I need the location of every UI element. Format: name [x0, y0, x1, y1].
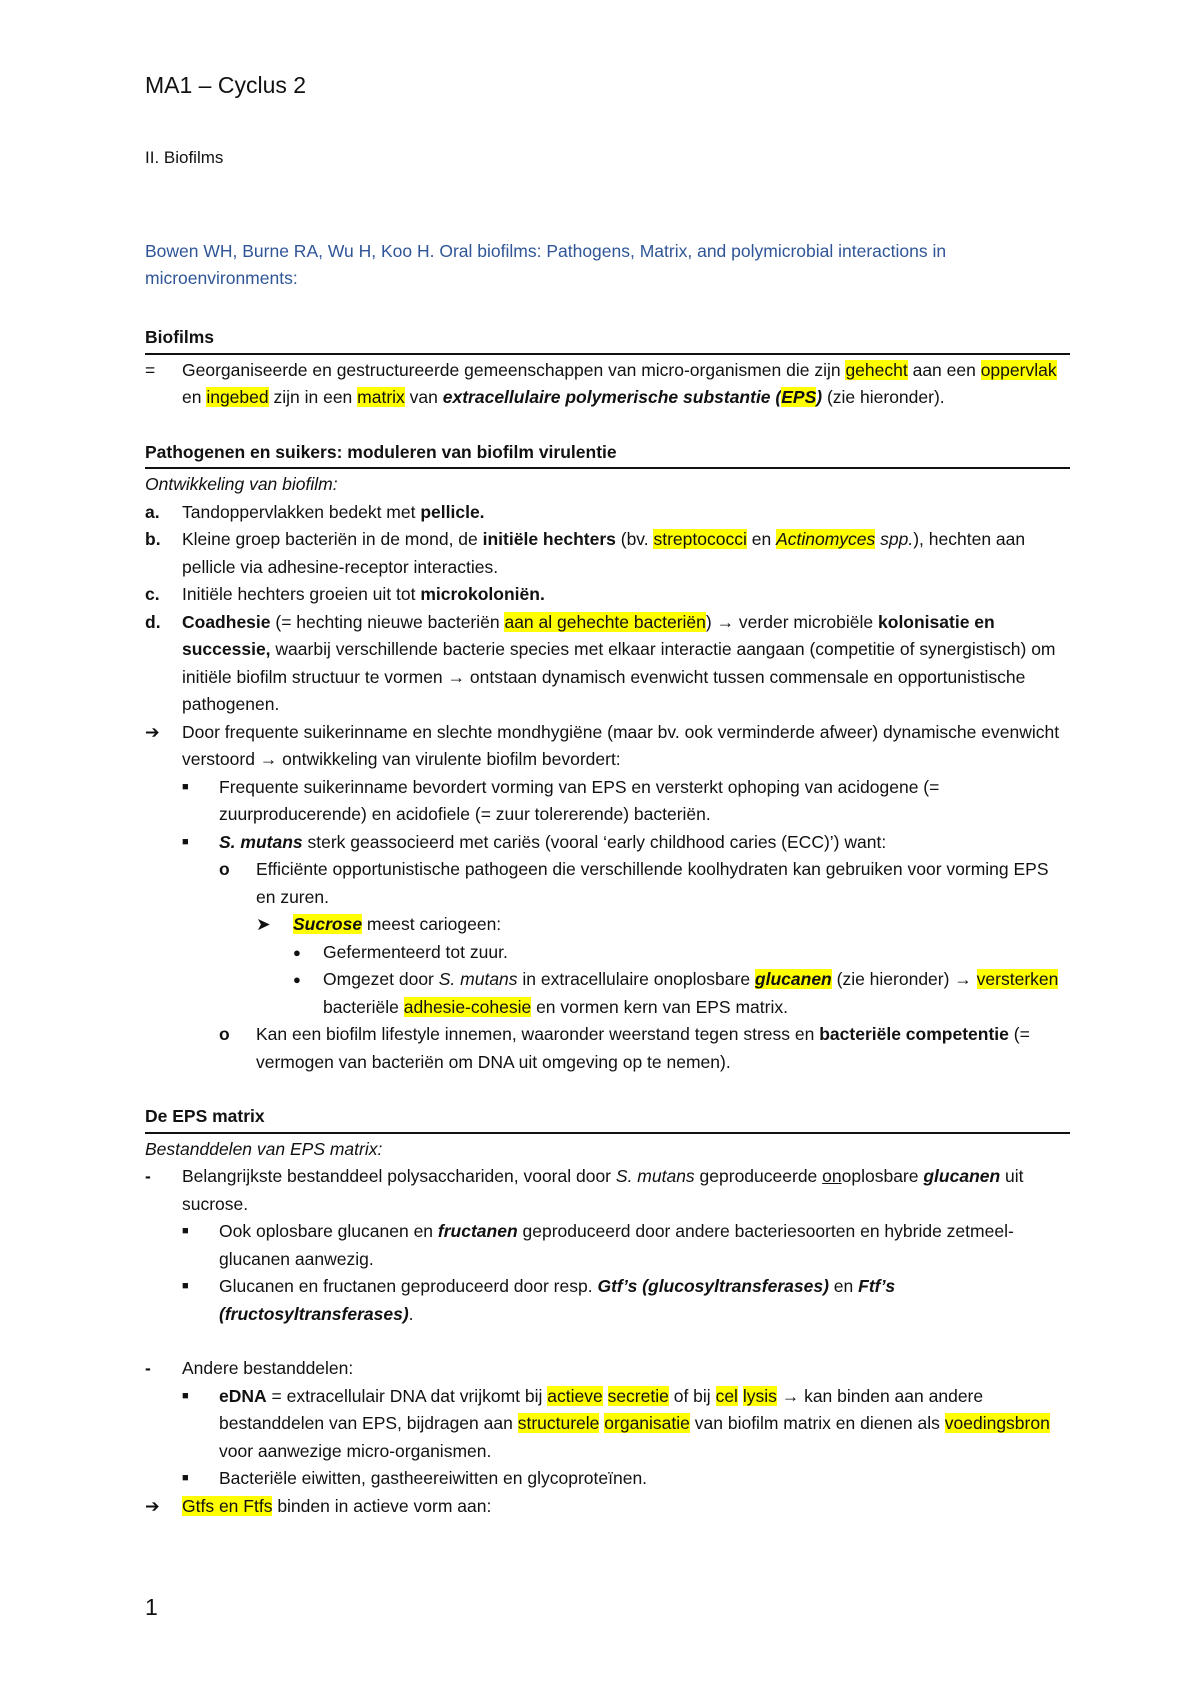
- highlighted-text: aan al gehechte bacteriën: [504, 611, 706, 632]
- text-run: Frequente suikerinname bevordert vorming van EPS en versterkt ophoping van acidogene (= zuurproducerende) en acidofiele (= zuur tolererende) bacteriën.: [219, 776, 940, 824]
- text-run: voor aanwezige micro-organismen.: [219, 1440, 492, 1461]
- list-text: [182, 499, 1070, 527]
- list-item: [145, 966, 1070, 1021]
- square-bullet-icon: ■: [182, 1389, 189, 1402]
- text-run: of bij: [668, 1385, 716, 1406]
- text-run: Omgezet door: [323, 969, 439, 989]
- dot-bullet-icon: ●: [293, 944, 301, 960]
- triangle-bullet-icon: ➤: [256, 914, 271, 934]
- text-run: pellicle.: [420, 501, 485, 522]
- list-text: [182, 719, 1070, 774]
- text-run: geproduceerd door andere bacteriesoorten en hybride zetmeel-glucanen aanwezig.: [219, 1221, 1014, 1269]
- highlighted-text: EPS: [781, 387, 817, 407]
- list-item: [145, 911, 1070, 939]
- text-run: bacteriële competentie: [819, 1024, 1009, 1044]
- text-run: .: [408, 1303, 414, 1324]
- list-marker: b.: [145, 529, 161, 549]
- text-run: uit sucrose.: [182, 1166, 1024, 1214]
- highlighted-text: cel: [715, 1385, 738, 1406]
- text-run: en: [828, 1276, 859, 1296]
- list-item: [145, 1163, 1070, 1218]
- text-run: initiële hechters: [482, 529, 616, 549]
- highlighted-text: gehecht: [845, 359, 908, 380]
- text-run: Tandoppervlakken bedekt met: [182, 501, 421, 522]
- text-run: en: [182, 387, 207, 407]
- text-run: microkoloniën.: [420, 584, 545, 604]
- square-bullet-icon: ■: [182, 1280, 189, 1292]
- highlighted-text: Gtfs en Ftfs: [182, 1495, 273, 1516]
- text-run: on: [822, 1166, 842, 1186]
- text-run: binden in actieve vorm aan:: [272, 1495, 492, 1516]
- list-text: [219, 1465, 1070, 1493]
- square-bullet-icon: ■: [182, 780, 189, 793]
- list-text: [256, 856, 1070, 911]
- heading-biofilms: Biofilms: [145, 324, 1070, 355]
- list-item: [145, 1021, 1070, 1076]
- text-run: Gtf’s (glucosyltransferases): [597, 1276, 829, 1296]
- list-item: [145, 1218, 1070, 1273]
- text-run: en vormen kern van EPS matrix.: [531, 996, 788, 1017]
- dot-bullet-icon: ●: [293, 972, 301, 987]
- dash-bullet-icon: -: [145, 1358, 151, 1378]
- text-run: van: [404, 387, 443, 407]
- text-run: Kan een biofilm lifestyle innemen, waaronder weerstand tegen stress en: [256, 1024, 820, 1044]
- text-run: Glucanen en fructanen geproduceerd door resp.: [219, 1276, 598, 1296]
- text-run: Georganiseerde en gestructureerde gemeenschappen van micro-organismen die zijn: [182, 359, 846, 380]
- text-run: (= vermogen van bacteriën om DNA uit omgeving op te nemen).: [256, 1024, 1030, 1072]
- list-text: [182, 1493, 1070, 1521]
- definition-row: [145, 357, 1070, 412]
- list-text: [219, 774, 1070, 829]
- highlighted-text: versterken: [976, 969, 1059, 989]
- highlighted-text: adhesie-cohesie: [403, 996, 532, 1017]
- highlighted-text: organisatie: [604, 1413, 690, 1433]
- text-run: geproduceerde: [694, 1166, 823, 1186]
- list-item: [145, 1383, 1070, 1466]
- subheading-ontwikkeling: Ontwikkeling van biofilm:: [145, 474, 338, 494]
- arrow-icon: ➔: [145, 721, 160, 742]
- text-run: (zie hieronder).: [822, 387, 945, 407]
- highlighted-text: structurele: [517, 1413, 600, 1433]
- text-run: = extracellulair DNA dat vrijkomt bij: [266, 1385, 548, 1406]
- heading-pathogenen: Pathogenen en suikers: moduleren van biofilm virulentie: [145, 439, 1070, 470]
- text-run: S. mutans: [438, 969, 518, 989]
- text-run: spp.: [875, 529, 914, 549]
- section-title: II. Biofilms: [145, 148, 224, 167]
- list-item: [145, 1273, 1070, 1328]
- text-run: aan een: [907, 359, 981, 380]
- text-run: ): [816, 387, 823, 407]
- list-item: [145, 829, 1070, 857]
- text-run: [603, 1386, 608, 1406]
- highlighted-text: Sucrose: [293, 914, 363, 934]
- text-run: Efficiënte opportunistische pathogeen die verschillende koolhydraten kan gebruiken voor vorming EPS en zuren.: [256, 859, 1049, 907]
- list-text: [182, 609, 1070, 719]
- highlighted-text: Actinomyces: [776, 529, 876, 549]
- text-run: Kleine groep bacteriën in de mond, de: [182, 529, 483, 549]
- text-run: (= hechting nieuwe bacteriën: [270, 611, 505, 632]
- list-item: [145, 939, 1070, 967]
- list-text: [219, 1383, 1070, 1466]
- text-run: oplosbare: [841, 1166, 924, 1186]
- square-bullet-icon: ■: [182, 1472, 189, 1484]
- list-item: [145, 774, 1070, 829]
- highlighted-text: voedingsbron: [944, 1413, 1050, 1433]
- text-run: bacteriële: [323, 996, 404, 1017]
- heading-eps-matrix: De EPS matrix: [145, 1103, 1070, 1134]
- text-run: meest cariogeen:: [362, 914, 502, 934]
- document-body: [145, 324, 1070, 1520]
- list-text: [256, 1021, 1070, 1076]
- list-text: [293, 911, 1070, 939]
- text-run: sterk geassocieerd met cariës (vooral ‘early childhood caries (ECC)’) want:: [302, 831, 887, 852]
- text-run: S. mutans: [219, 831, 303, 852]
- highlighted-text: streptococci: [653, 529, 747, 549]
- list-text: [182, 581, 1070, 609]
- list-text: [323, 939, 1070, 967]
- list-item: [145, 1493, 1070, 1521]
- highlighted-text: oppervlak: [980, 359, 1057, 380]
- dash-bullet-icon: -: [145, 1166, 151, 1186]
- list-text: [182, 1355, 1070, 1383]
- text-run: Ook oplosbare glucanen en: [219, 1221, 438, 1241]
- text-run: Ftf’s (fructosyltransferases): [219, 1276, 896, 1324]
- list-item: [145, 719, 1070, 774]
- reference-citation: Bowen WH, Burne RA, Wu H, Koo H. Oral biofilms: Pathogens, Matrix, and polymicrobial interactions in microenvironments:: [145, 241, 947, 288]
- text-run: ), hechten aan pellicle via adhesine-receptor interacties.: [182, 529, 1026, 577]
- text-run: Initiële hechters groeien uit tot: [182, 584, 421, 604]
- circle-bullet-icon: o: [219, 1024, 230, 1044]
- text-run: waarbij verschillende bacterie species met elkaar interactie aangaan (competitie of synergistisch) om initiële biofilm structuur te vormen → ontstaan dynamisch evenwicht tussen commensale en opportunistische pathogenen.: [182, 639, 1056, 714]
- highlighted-text: secretie: [607, 1385, 669, 1406]
- highlighted-text: lysis: [742, 1385, 777, 1406]
- definition-text: [182, 357, 1070, 412]
- list-text: [182, 1163, 1070, 1218]
- text-run: Bacteriële eiwitten, gastheereiwitten en glycoproteïnen.: [219, 1468, 648, 1488]
- list-item: [145, 581, 1070, 609]
- list-marker: c.: [145, 584, 160, 604]
- list-text: [182, 526, 1070, 581]
- text-run: en: [746, 529, 777, 549]
- text-run: Door frequente suikerinname en slechte mondhygiëne (maar bv. ook verminderde afweer) dynamische evenwicht verstoord → ontwikkeling van virulente biofilm bevordert:: [182, 721, 1060, 769]
- square-bullet-icon: ■: [182, 1225, 189, 1237]
- list-item: [145, 499, 1070, 527]
- text-run: ) → verder microbiële: [705, 611, 879, 632]
- highlighted-text: glucanen: [754, 969, 832, 989]
- text-run: (zie hieronder) →: [831, 969, 977, 989]
- text-run: (bv.: [615, 529, 654, 549]
- text-run: extracellulaire polymerische substantie (: [442, 387, 782, 407]
- text-run: Gefermenteerd tot zuur.: [323, 941, 508, 962]
- list-marker: a.: [145, 501, 160, 522]
- page-header: MA1 – Cyclus 2: [145, 72, 307, 98]
- list-text: [323, 966, 1070, 1021]
- text-run: in extracellulaire onoplosbare: [517, 969, 755, 989]
- text-run: eDNA: [219, 1385, 267, 1406]
- list-text: [219, 1218, 1070, 1273]
- text-run: Andere bestanddelen:: [182, 1358, 354, 1378]
- text-run: zijn in een: [268, 387, 358, 407]
- text-run: fructanen: [437, 1221, 518, 1241]
- highlighted-text: actieve: [547, 1385, 603, 1406]
- list-text: [219, 1273, 1070, 1328]
- list-item: [145, 856, 1070, 911]
- list-marker: d.: [145, 611, 161, 632]
- text-run: Coadhesie: [182, 611, 271, 632]
- highlighted-text: matrix: [357, 387, 405, 407]
- text-run: glucanen: [923, 1166, 1001, 1186]
- list-item: [145, 609, 1070, 719]
- circle-bullet-icon: o: [219, 859, 230, 879]
- list-item: [145, 1355, 1070, 1383]
- page-number: 1: [145, 1594, 158, 1620]
- text-run: kolonisatie en successie,: [182, 611, 995, 659]
- text-run: van biofilm matrix en dienen als: [689, 1413, 945, 1433]
- equals-marker: =: [145, 359, 156, 380]
- subheading-bestanddelen: Bestanddelen van EPS matrix:: [145, 1138, 383, 1159]
- square-bullet-icon: ■: [182, 835, 189, 848]
- text-run: S. mutans: [615, 1166, 695, 1186]
- text-run: Belangrijkste bestanddeel polysacchariden, vooral door: [182, 1166, 616, 1186]
- text-run: → kan binden aan andere bestanddelen van EPS, bijdragen aan: [219, 1385, 984, 1433]
- list-text: [219, 829, 1070, 857]
- arrow-icon: ➔: [145, 1495, 160, 1516]
- highlighted-text: ingebed: [206, 387, 269, 407]
- list-item: [145, 1465, 1070, 1493]
- list-item: [145, 526, 1070, 581]
